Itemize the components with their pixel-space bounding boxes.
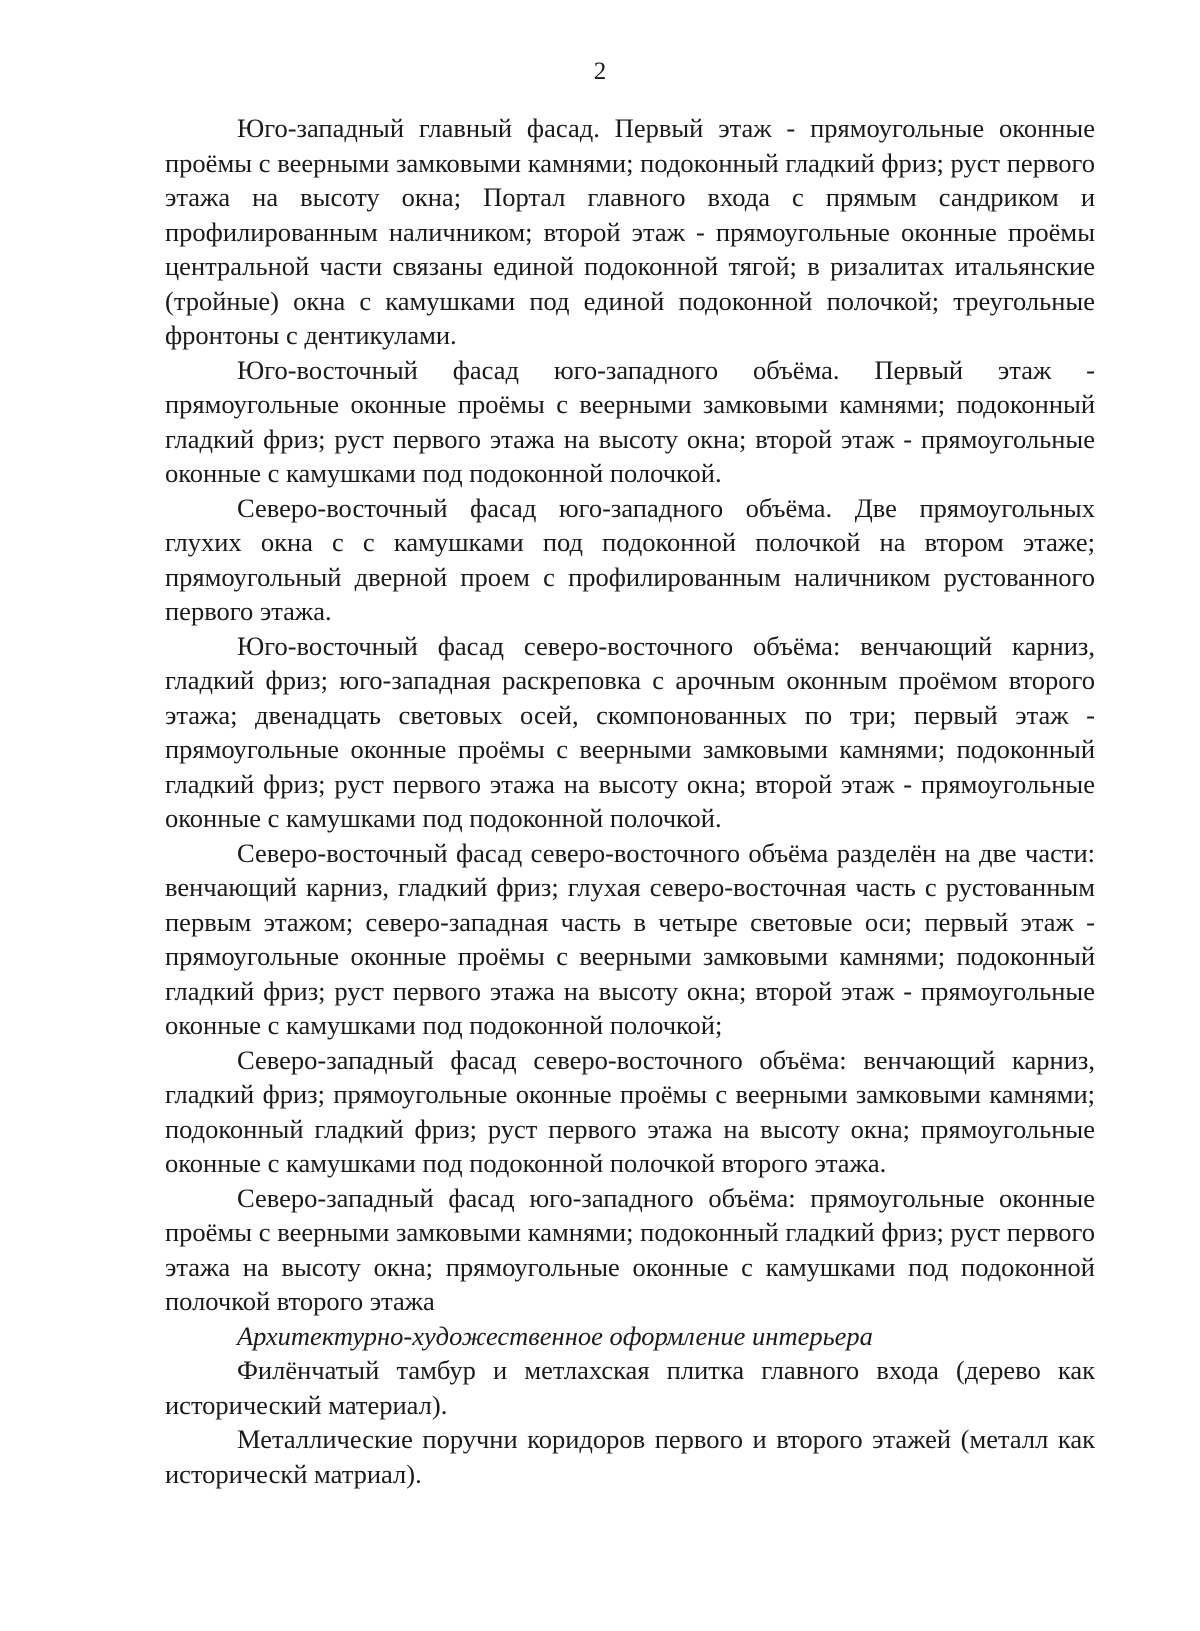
- document-body: [165, 111, 1095, 1491]
- paragraph-northeast-facade-northeast-volume: Северо-восточный фасад северо-восточного объёма разделён на две части: венчающий карниз, гладкий фриз; глухая северо-восточная часть с рустованным первым этажом; северо-западная часть в четыре световые оси; первый этаж - прямоугольные оконные проёмы с веерными замковыми камнями; подоконный гладкий фриз; руст первого этажа на высоту окна; второй этаж - прямоугольные оконные с камушками под подоконной полочкой;: [165, 837, 1095, 1040]
- paragraph-southwest-main-facade: Юго-западный главный фасад. Первый этаж - прямоугольные оконные проёмы с веерными замковыми камнями; подоконный гладкий фриз; руст первого этажа на высоту окна; Портал главного входа с прямым сандриком и профилированным наличником; второй этаж - прямоугольные оконные проёмы центральной части связаны единой подоконной тягой; в ризалитах итальянские (тройные) окна с камушками под единой подоконной полочкой; треугольные фронтоны с дентикулами.: [165, 113, 1095, 350]
- paragraph-interior-vestibule: Филёнчатый тамбур и метлахская плитка главного входа (дерево как исторический материал).: [165, 1355, 1095, 1420]
- paragraph-northwest-facade-southwest-volume: Северо-западный фасад юго-западного объёма: прямоугольные оконные проёмы с веерными замковыми камнями; подоконный гладкий фриз; руст первого этажа на высоту окна; прямоугольные оконные с камушками под подоконной полочкой второго этажа: [165, 1182, 1095, 1316]
- paragraph-northeast-facade-southwest-volume: Северо-восточный фасад юго-западного объёма. Две прямоугольных глухих окна с с камушками под подоконной полочкой на втором этаже; прямоугольный дверной проем с профилированным наличником рустованного первого этажа.: [165, 492, 1095, 626]
- paragraph-interior-handrails: Металлические поручни коридоров первого и второго этажей (металл как историческй матриал).: [165, 1424, 1095, 1489]
- interior-heading: Архитектурно-художественное оформление интерьера: [237, 1320, 873, 1351]
- paragraph-southeast-facade-southwest-volume: Юго-восточный фасад юго-западного объёма. Первый этаж - прямоугольные оконные проёмы с веерными замковыми камнями; подоконный гладкий фриз; руст первого этажа на высоту окна; второй этаж - прямоугольные оконные с камушками под подоконной полочкой.: [165, 354, 1095, 488]
- paragraph-northwest-facade-northeast-volume: Северо-западный фасад северо-восточного объёма: венчающий карниз, гладкий фриз; прямоугольные оконные проёмы с веерными замковыми камнями; подоконный гладкий фриз; руст первого этажа на высоту окна; прямоугольные оконные с камушками под подоконной полочкой второго этажа.: [165, 1044, 1095, 1178]
- paragraph-southeast-facade-northeast-volume: Юго-восточный фасад северо-восточного объёма: венчающий карниз, гладкий фриз; юго-западная раскреповка с арочным оконным проёмом второго этажа; двенадцать световых осей, скомпонованных по три; первый этаж - прямоугольные оконные проёмы с веерными замковыми камнями; подоконный гладкий фриз; руст первого этажа на высоту окна; второй этаж - прямоугольные оконные с камушками под подоконной полочкой.: [165, 630, 1095, 833]
- page-number: 2: [593, 58, 607, 85]
